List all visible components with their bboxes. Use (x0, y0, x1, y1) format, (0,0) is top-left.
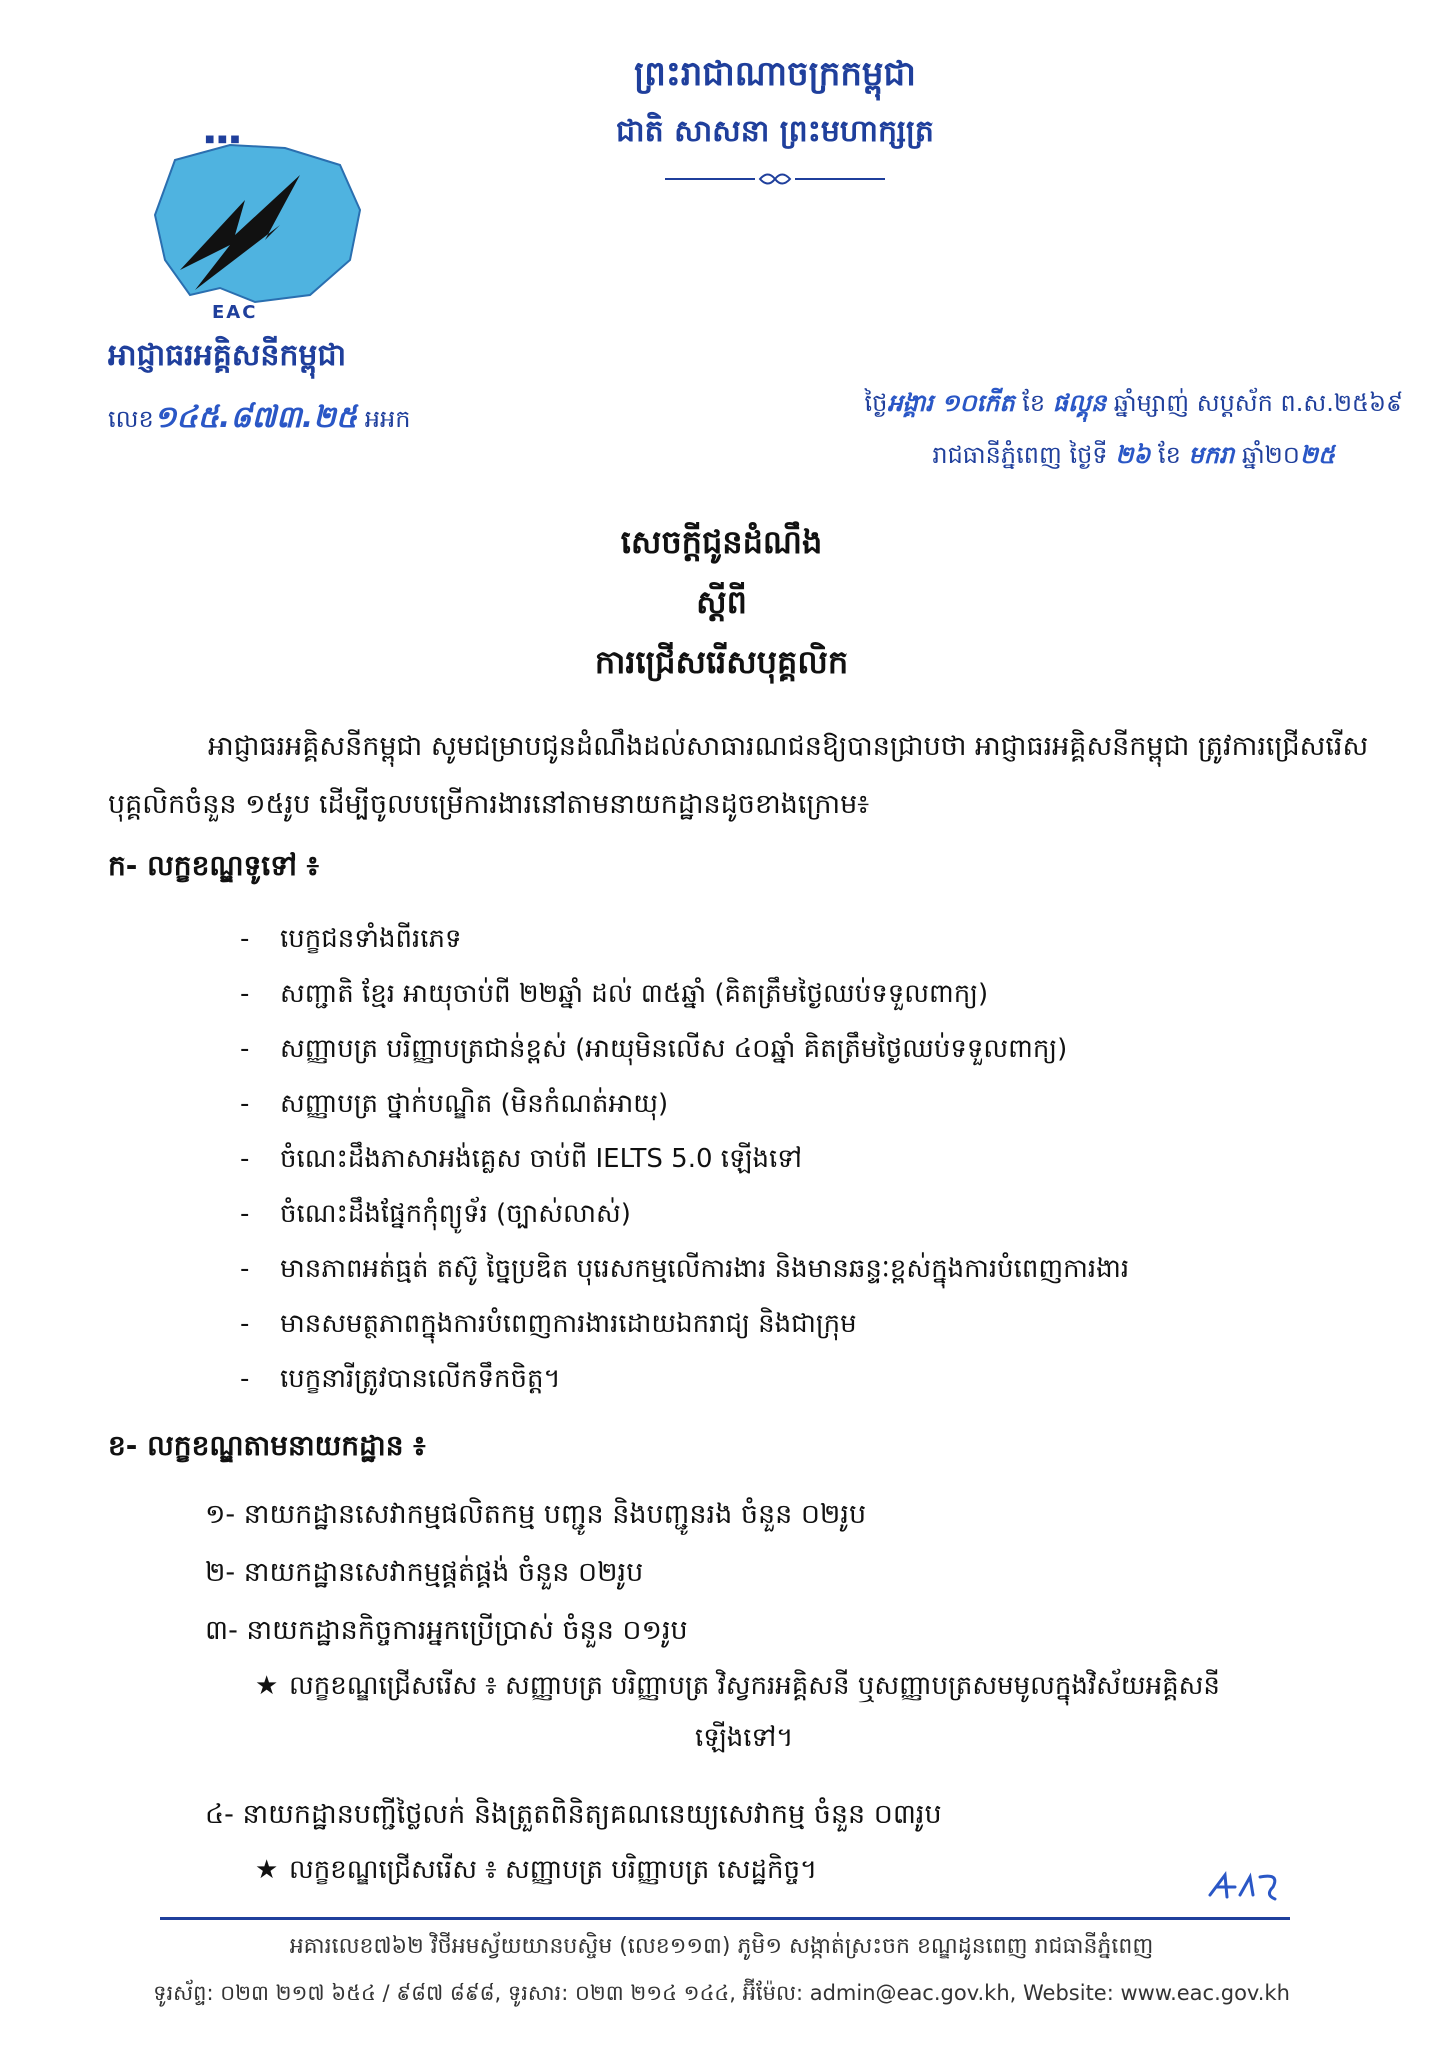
list-item: - បេក្ខជនទាំងពីរភេទ (240, 924, 462, 954)
lunar-month: ផល្គុន (1052, 389, 1107, 417)
ref-number: ១៤៥.៨៧៣.២៥ (153, 400, 358, 435)
department-list (205, 1486, 1385, 1896)
lunar-month-label: ខែ (1022, 389, 1046, 417)
department-requirement-cont (205, 1712, 1385, 1764)
notice-subject-label: ស្តីពី (696, 583, 747, 621)
agency-name: អាជ្ញាធរអគ្គិសនីកម្ពុជា (108, 338, 347, 373)
eac-logo-icon (135, 130, 375, 330)
lunar-prefix: ថ្ងៃ (864, 389, 888, 417)
department-requirement (205, 1660, 1385, 1712)
list-item-text: មានសមត្ថភាពក្នុងការបំពេញការងារដោយឯករាជ្យ និងជាក្រុម (280, 1309, 857, 1339)
intro-paragraph: អាជ្ញាធរអគ្គិសនីកម្ពុជា សូមជម្រាបជូនដំណឹងដល់សាធារណជនឱ្យបានជ្រាបថា អាជ្ញាធរអគ្គិសនីកម្ពុជា ត្រូវការជ្រើសរើសបុគ្គលិកចំនួន ១៥រូប ដើម្បីចូលបម្រើការងារនៅតាមនាយកដ្ឋានដូចខាងក្រោម៖ (108, 731, 1369, 820)
footer-divider (160, 1917, 1290, 1920)
section-a-heading: ក- លក្ខខណ្ឌទូទៅ ៖ (108, 849, 319, 882)
svg-text:■ ■ ■: ■ ■ ■ (205, 134, 240, 145)
section-b-heading: ខ- លក្ខខណ្ឌតាមនាយកដ្ឋាន ៖ (108, 1429, 426, 1462)
list-item-text: ចំណេះដឹងផ្នែកកុំព្យូទ័រ (ច្បាស់លាស់) (280, 1199, 631, 1229)
list-item: - ចំណេះដឹងភាសាអង់គ្លេស ចាប់ពី IELTS 5.0 ឡើងទៅ (240, 1144, 803, 1174)
department-item: ២- នាយកដ្ឋានសេវាកម្មផ្គត់ផ្គង់ ចំនួន ០២រូប (205, 1557, 644, 1588)
star-icon: ★ (255, 1671, 279, 1701)
department-item: ៣- នាយកដ្ឋានកិច្ចការអ្នកប្រើប្រាស់ ចំនួន ០១រូប (205, 1615, 688, 1646)
solar-year-label: ឆ្នាំ២០ (1241, 441, 1300, 469)
reference-number (108, 398, 410, 442)
eac-code: EAC (212, 302, 258, 323)
ornament-divider-icon (660, 168, 890, 190)
solar-prefix: រាជធានីភ្នំពេញ ថ្ងៃទី (932, 441, 1108, 469)
footer-address: អគារលេខ៧៦២ វិថីអមស្វ័យយានបស្ចិម (លេខ១១៣) ភូមិ១ សង្កាត់ស្រះចក ខណ្ឌដូនពេញ រាជធានីភ្នំពេញ (289, 1934, 1154, 1959)
list-item-text: ចំណេះដឹងភាសាអង់គ្លេស ចាប់ពី IELTS 5.0 ឡើងទៅ (280, 1144, 803, 1174)
list-item: - មានសមត្ថភាពក្នុងការបំពេញការងារដោយឯករាជ្យ និងជាក្រុម (240, 1309, 857, 1339)
lunar-day: អង្គារ ១០កើត (887, 389, 1015, 417)
solar-month: មករា (1188, 441, 1235, 469)
general-requirements-list (240, 912, 1129, 1407)
list-item-text: មានភាពអត់ធ្មត់ តស៊ូ ច្នៃប្រឌិត បុរេសកម្មលើការងារ និងមានឆន្ទៈខ្ពស់ក្នុងការបំពេញការងារ (280, 1254, 1130, 1284)
list-item: - សញ្ញាបត្រ ថ្នាក់បណ្ឌិត (មិនកំណត់អាយុ) (240, 1089, 669, 1119)
department-item: ១- នាយកដ្ឋានសេវាកម្មផលិតកម្ម បញ្ជូន និងបញ្ជូនរង ចំនួន ០២រូប (205, 1499, 867, 1530)
ref-prefix: លេខ (108, 405, 154, 433)
notice-subject: ការជ្រើសរើសបុគ្គលិក (594, 643, 849, 681)
list-item-text: សញ្ញាបត្រ បរិញ្ញាបត្រជាន់ខ្ពស់ (អាយុមិនលើស ៤០ឆ្នាំ គិតត្រឹមថ្ងៃឈប់ទទួលពាក្យ) (280, 1034, 1068, 1064)
list-item-text: សញ្ញាបត្រ ថ្នាក់បណ្ឌិត (មិនកំណត់អាយុ) (280, 1089, 669, 1119)
initials-signature-icon (1205, 1865, 1285, 1905)
requirement-text: លក្ខខណ្ឌជ្រើសរើស ៖ សញ្ញាបត្រ បរិញ្ញាបត្រ វិស្វករអគ្គិសនី ឬសញ្ញាបត្រសមមូលក្នុងវិស័យអគ្គិសនី (289, 1671, 1220, 1701)
list-item: - សញ្ញាបត្រ បរិញ្ញាបត្រជាន់ខ្ពស់ (អាយុមិនលើស ៤០ឆ្នាំ គិតត្រឹមថ្ងៃឈប់ទទួលពាក្យ) (240, 1034, 1068, 1064)
list-item-text: បេក្ខនារីត្រូវបានលើកទឹកចិត្ត។ (280, 1364, 561, 1394)
notice-title: សេចក្តីជូនដំណឹង (620, 523, 823, 561)
solar-year: ២៥ (1299, 441, 1335, 469)
list-item: - មានភាពអត់ធ្មត់ តស៊ូ ច្នៃប្រឌិត បុរេសកម្មលើការងារ និងមានឆន្ទៈខ្ពស់ក្នុងការបំពេញការងារ (240, 1254, 1130, 1284)
list-item: - ចំណេះដឹងផ្នែកកុំព្យូទ័រ (ច្បាស់លាស់) (240, 1199, 631, 1229)
requirement-text: លក្ខខណ្ឌជ្រើសរើស ៖ សញ្ញាបត្រ បរិញ្ញាបត្រ សេដ្ឋកិច្ច។ (289, 1855, 818, 1885)
national-motto: ជាតិ សាសនា ព្រះមហាក្សត្រ (616, 114, 934, 149)
list-item-text: សញ្ជាតិ ខ្មែរ អាយុចាប់ពី ២២ឆ្នាំ ដល់ ៣៥ឆ្នាំ (គិតត្រឹមថ្ងៃឈប់ទទួលពាក្យ) (280, 979, 989, 1009)
department-item: ៤- នាយកដ្ឋានបញ្ជីថ្លៃលក់ និងត្រួតពិនិត្យគណនេយ្យសេវាកម្ម ចំនួន ០៣រូប (205, 1799, 942, 1830)
requirement-text-cont: ឡើងទៅ។ (695, 1723, 794, 1753)
list-item: - សញ្ជាតិ ខ្មែរ អាយុចាប់ពី ២២ឆ្នាំ ដល់ ៣៥ឆ្នាំ (គិតត្រឹមថ្ងៃឈប់ទទួលពាក្យ) (240, 979, 989, 1009)
ref-suffix: អអក (364, 405, 411, 433)
footer-contact: ទូរស័ព្ទ: ០២៣ ២១៧ ៦៥៤ / ៩៨៧ ៨៩៨, ទូរសារ: ០២៣ ២១៤ ១៤៤, អ៊ីម៉ែល: admin@eac.gov.kh, Website: www.eac.gov.kh (153, 1981, 1290, 2005)
solar-date (932, 440, 1335, 475)
solar-month-label: ខែ (1157, 441, 1181, 469)
star-icon: ★ (255, 1855, 279, 1885)
list-item-text: បេក្ខជនទាំងពីរភេទ (280, 924, 462, 954)
kingdom-title: ព្រះរាជាណាចក្រកម្ពុជា (634, 54, 916, 94)
list-item: - បេក្ខនារីត្រូវបានលើកទឹកចិត្ត។ (240, 1364, 561, 1394)
lunar-date (864, 388, 1403, 423)
solar-day: ២៦ (1115, 441, 1151, 469)
lunar-year: ឆ្នាំម្សាញ់ សប្តស័ក ព.ស.២៥៦៩ (1113, 389, 1403, 417)
